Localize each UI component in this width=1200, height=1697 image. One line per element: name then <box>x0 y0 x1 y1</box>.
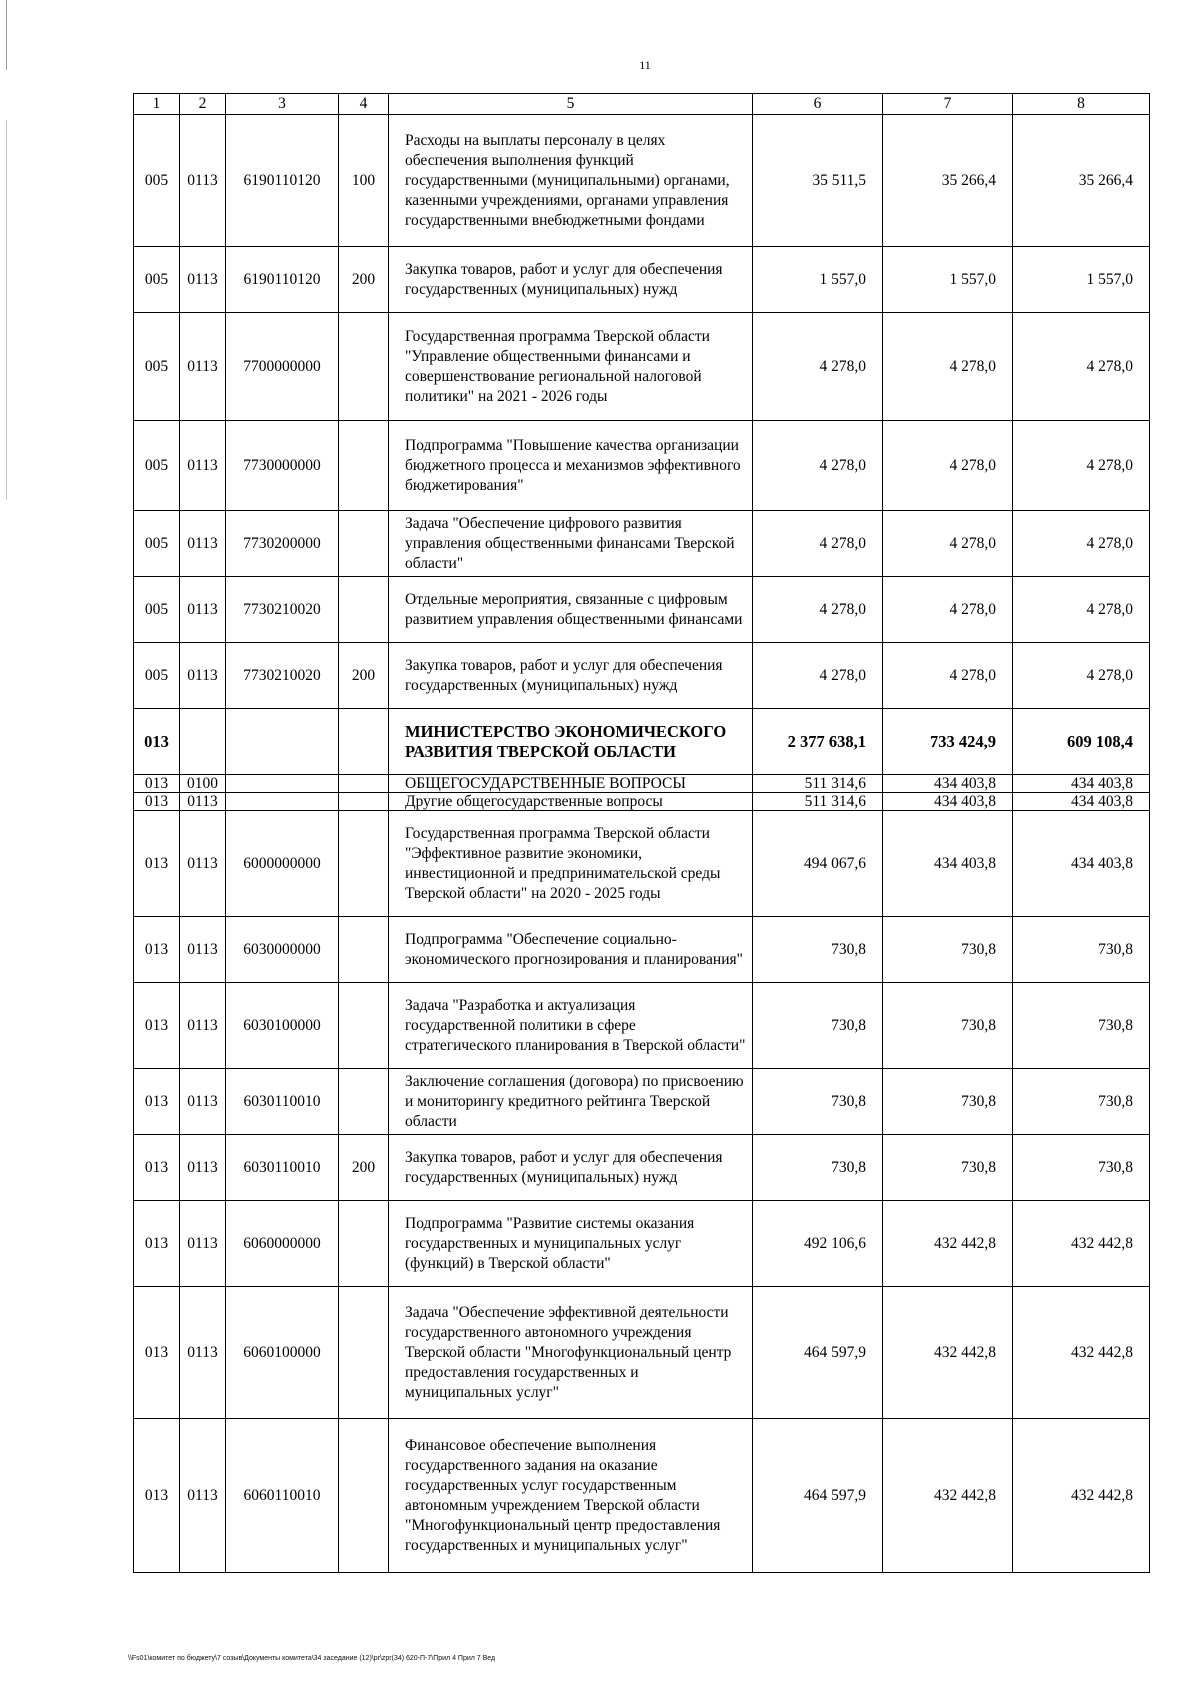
cell-section-code: 0113 <box>180 1287 226 1419</box>
cell-section-code: 0113 <box>180 313 226 421</box>
cell-section-code: 0113 <box>180 643 226 709</box>
cell-expense-type <box>339 709 389 775</box>
cell-target-code: 6030110010 <box>226 1069 339 1135</box>
page-number: 11 <box>639 58 651 72</box>
cell-amount-6: 4 278,0 <box>753 421 883 511</box>
cell-ministry-code: 005 <box>134 643 180 709</box>
scan-artifact <box>6 0 7 70</box>
cell-ministry-code: 013 <box>134 1419 180 1573</box>
cell-ministry-code: 013 <box>134 793 180 811</box>
cell-ministry-code: 005 <box>134 313 180 421</box>
header-col-2: 2 <box>180 94 226 115</box>
cell-amount-6: 511 314,6 <box>753 775 883 793</box>
cell-amount-6: 730,8 <box>753 1069 883 1135</box>
cell-section-code: 0113 <box>180 577 226 643</box>
cell-target-code: 6060100000 <box>226 1287 339 1419</box>
cell-amount-7: 730,8 <box>883 917 1013 983</box>
cell-expense-type <box>339 775 389 793</box>
header-col-3: 3 <box>226 94 339 115</box>
cell-amount-8: 4 278,0 <box>1013 421 1150 511</box>
table-row <box>134 1287 1150 1419</box>
cell-amount-8: 432 442,8 <box>1013 1419 1150 1573</box>
cell-description: Другие общегосударственные вопросы <box>389 793 753 811</box>
cell-amount-7: 434 403,8 <box>883 775 1013 793</box>
cell-ministry-code: 005 <box>134 421 180 511</box>
cell-amount-7: 4 278,0 <box>883 577 1013 643</box>
cell-ministry-code: 013 <box>134 917 180 983</box>
cell-target-code: 6030100000 <box>226 983 339 1069</box>
cell-amount-8: 4 278,0 <box>1013 511 1150 577</box>
header-col-7: 7 <box>883 94 1013 115</box>
cell-amount-7: 4 278,0 <box>883 421 1013 511</box>
cell-amount-8: 730,8 <box>1013 1069 1150 1135</box>
cell-expense-type <box>339 421 389 511</box>
cell-description: Подпрограмма "Повышение качества организации бюджетного процесса и механизмов эффективного бюджетирования" <box>389 421 753 511</box>
cell-amount-7: 4 278,0 <box>883 643 1013 709</box>
cell-section-code <box>180 709 226 775</box>
cell-target-code: 7730210020 <box>226 577 339 643</box>
cell-amount-8: 434 403,8 <box>1013 775 1150 793</box>
cell-description: Задача "Обеспечение цифрового развития управления общественными финансами Тверской области" <box>389 511 753 577</box>
cell-target-code <box>226 709 339 775</box>
cell-section-code: 0113 <box>180 421 226 511</box>
cell-expense-type <box>339 983 389 1069</box>
cell-description: Заключение соглашения (договора) по присвоению и мониторингу кредитного рейтинга Тверской области <box>389 1069 753 1135</box>
cell-amount-6: 2 377 638,1 <box>753 709 883 775</box>
cell-expense-type: 200 <box>339 247 389 313</box>
cell-ministry-code: 005 <box>134 247 180 313</box>
cell-amount-7: 432 442,8 <box>883 1287 1013 1419</box>
cell-amount-6: 492 106,6 <box>753 1201 883 1287</box>
cell-description: Подпрограмма "Обеспечение социально-экономического прогнозирования и планирования" <box>389 917 753 983</box>
cell-section-code: 0113 <box>180 115 226 247</box>
cell-expense-type <box>339 313 389 421</box>
cell-amount-6: 1 557,0 <box>753 247 883 313</box>
cell-expense-type: 200 <box>339 643 389 709</box>
cell-target-code: 6000000000 <box>226 811 339 917</box>
cell-amount-8: 730,8 <box>1013 983 1150 1069</box>
cell-expense-type: 200 <box>339 1135 389 1201</box>
cell-description: ОБЩЕГОСУДАРСТВЕННЫЕ ВОПРОСЫ <box>389 775 753 793</box>
cell-amount-8: 35 266,4 <box>1013 115 1150 247</box>
cell-target-code: 6060000000 <box>226 1201 339 1287</box>
cell-amount-7: 434 403,8 <box>883 811 1013 917</box>
cell-ministry-code: 013 <box>134 1069 180 1135</box>
cell-amount-6: 511 314,6 <box>753 793 883 811</box>
cell-target-code <box>226 775 339 793</box>
cell-amount-6: 4 278,0 <box>753 511 883 577</box>
cell-target-code: 7700000000 <box>226 313 339 421</box>
cell-target-code: 6030110010 <box>226 1135 339 1201</box>
cell-amount-8: 4 278,0 <box>1013 577 1150 643</box>
cell-amount-6: 730,8 <box>753 917 883 983</box>
cell-amount-7: 432 442,8 <box>883 1201 1013 1287</box>
cell-target-code: 6190110120 <box>226 115 339 247</box>
cell-target-code: 7730210020 <box>226 643 339 709</box>
cell-section-code: 0113 <box>180 793 226 811</box>
cell-target-code: 6190110120 <box>226 247 339 313</box>
cell-ministry-code: 013 <box>134 775 180 793</box>
cell-expense-type: 100 <box>339 115 389 247</box>
cell-amount-7: 35 266,4 <box>883 115 1013 247</box>
cell-amount-6: 35 511,5 <box>753 115 883 247</box>
footer-file-path: \\Fs01\комитет по бюджету\7 созыв\Документы комитета\34 заседание (12)\pr\zpr(34) 620-П-7\Прил 4 Прил 7 Вед <box>128 1655 496 1662</box>
cell-target-code: 6030000000 <box>226 917 339 983</box>
table-row <box>134 577 1150 643</box>
cell-amount-7: 730,8 <box>883 983 1013 1069</box>
cell-amount-8: 434 403,8 <box>1013 793 1150 811</box>
cell-amount-7: 434 403,8 <box>883 793 1013 811</box>
header-col-8: 8 <box>1013 94 1150 115</box>
cell-description: Отдельные мероприятия, связанные с цифровым развитием управления общественными финансами <box>389 577 753 643</box>
cell-ministry-code: 013 <box>134 811 180 917</box>
cell-expense-type <box>339 793 389 811</box>
cell-description: Закупка товаров, работ и услуг для обеспечения государственных (муниципальных) нужд <box>389 247 753 313</box>
header-col-6: 6 <box>753 94 883 115</box>
table-row <box>134 1135 1150 1201</box>
cell-ministry-code: 013 <box>134 983 180 1069</box>
cell-ministry-code: 013 <box>134 1287 180 1419</box>
cell-section-code: 0100 <box>180 775 226 793</box>
cell-amount-8: 432 442,8 <box>1013 1287 1150 1419</box>
cell-expense-type <box>339 1069 389 1135</box>
cell-ministry-code: 013 <box>134 1201 180 1287</box>
cell-section-code: 0113 <box>180 1069 226 1135</box>
cell-amount-8: 432 442,8 <box>1013 1201 1150 1287</box>
cell-amount-7: 4 278,0 <box>883 511 1013 577</box>
cell-description: Государственная программа Тверской области "Эффективное развитие экономики, инвестиционной и предпринимательской среды Тверской области" на 2020 - 2025 годы <box>389 811 753 917</box>
cell-description: Задача "Обеспечение эффективной деятельности государственного автономного учреждения Тверской области "Многофункциональный центр предоставления государственных и муниципальных услуг" <box>389 1287 753 1419</box>
cell-section-code: 0113 <box>180 983 226 1069</box>
cell-amount-8: 609 108,4 <box>1013 709 1150 775</box>
cell-amount-7: 432 442,8 <box>883 1419 1013 1573</box>
cell-amount-6: 4 278,0 <box>753 313 883 421</box>
table-row <box>134 247 1150 313</box>
cell-amount-6: 730,8 <box>753 1135 883 1201</box>
scan-artifact <box>6 120 7 500</box>
cell-amount-8: 4 278,0 <box>1013 313 1150 421</box>
cell-ministry-code: 013 <box>134 1135 180 1201</box>
table-row <box>134 917 1150 983</box>
cell-amount-7: 4 278,0 <box>883 313 1013 421</box>
cell-description: Закупка товаров, работ и услуг для обеспечения государственных (муниципальных) нужд <box>389 643 753 709</box>
cell-expense-type <box>339 577 389 643</box>
cell-section-code: 0113 <box>180 247 226 313</box>
cell-amount-8: 1 557,0 <box>1013 247 1150 313</box>
cell-description: Задача "Разработка и актуализация государственной политики в сфере стратегического планирования в Тверской области" <box>389 983 753 1069</box>
cell-expense-type <box>339 917 389 983</box>
header-row <box>134 94 1150 115</box>
cell-target-code: 6060110010 <box>226 1419 339 1573</box>
cell-description: Государственная программа Тверской области "Управление общественными финансами и совершенствование региональной налоговой политики" на 2021 - 2026 годы <box>389 313 753 421</box>
cell-section-code: 0113 <box>180 1201 226 1287</box>
header-col-4: 4 <box>339 94 389 115</box>
cell-target-code <box>226 793 339 811</box>
cell-target-code: 7730000000 <box>226 421 339 511</box>
cell-amount-6: 464 597,9 <box>753 1287 883 1419</box>
cell-description: Финансовое обеспечение выполнения государственного задания на оказание государственных услуг государственным автономным учреждением Тверской области "Многофункциональный центр предоставления государственных и муниципальных услуг" <box>389 1419 753 1573</box>
table-row <box>134 421 1150 511</box>
cell-description: Подпрограмма "Развитие системы оказания государственных и муниципальных услуг (функций) в Тверской области" <box>389 1201 753 1287</box>
cell-amount-6: 494 067,6 <box>753 811 883 917</box>
table-row <box>134 793 1150 811</box>
cell-amount-6: 730,8 <box>753 983 883 1069</box>
table-row <box>134 1201 1150 1287</box>
budget-table <box>133 93 1150 1573</box>
cell-ministry-code: 005 <box>134 577 180 643</box>
cell-section-code: 0113 <box>180 811 226 917</box>
cell-description: Закупка товаров, работ и услуг для обеспечения государственных (муниципальных) нужд <box>389 1135 753 1201</box>
cell-ministry-code: 005 <box>134 511 180 577</box>
cell-section-code: 0113 <box>180 511 226 577</box>
table-row-ministry-total <box>134 709 1150 775</box>
cell-section-code: 0113 <box>180 917 226 983</box>
cell-description: Расходы на выплаты персоналу в целях обеспечения выполнения функций государственными (муниципальными) органами, казенными учреждениями, органами управления государственными внебюджетными фондами <box>389 115 753 247</box>
cell-amount-8: 434 403,8 <box>1013 811 1150 917</box>
cell-amount-6: 4 278,0 <box>753 577 883 643</box>
cell-amount-8: 730,8 <box>1013 1135 1150 1201</box>
cell-amount-7: 730,8 <box>883 1135 1013 1201</box>
cell-amount-6: 4 278,0 <box>753 643 883 709</box>
table-row <box>134 811 1150 917</box>
header-col-5: 5 <box>389 94 753 115</box>
table-row <box>134 775 1150 793</box>
cell-section-code: 0113 <box>180 1419 226 1573</box>
cell-expense-type <box>339 1201 389 1287</box>
cell-expense-type <box>339 511 389 577</box>
table-row <box>134 511 1150 577</box>
cell-description: МИНИСТЕРСТВО ЭКОНОМИЧЕСКОГО РАЗВИТИЯ ТВЕРСКОЙ ОБЛАСТИ <box>389 709 753 775</box>
cell-amount-8: 730,8 <box>1013 917 1150 983</box>
table-row <box>134 1069 1150 1135</box>
cell-amount-7: 733 424,9 <box>883 709 1013 775</box>
cell-expense-type <box>339 1419 389 1573</box>
table-row <box>134 1419 1150 1573</box>
table-row <box>134 115 1150 247</box>
table-row <box>134 313 1150 421</box>
cell-expense-type <box>339 1287 389 1419</box>
cell-ministry-code: 005 <box>134 115 180 247</box>
cell-amount-7: 730,8 <box>883 1069 1013 1135</box>
cell-amount-7: 1 557,0 <box>883 247 1013 313</box>
header-col-1: 1 <box>134 94 180 115</box>
cell-expense-type <box>339 811 389 917</box>
table-row <box>134 983 1150 1069</box>
cell-amount-6: 464 597,9 <box>753 1419 883 1573</box>
cell-target-code: 7730200000 <box>226 511 339 577</box>
cell-amount-8: 4 278,0 <box>1013 643 1150 709</box>
cell-section-code: 0113 <box>180 1135 226 1201</box>
table-row <box>134 643 1150 709</box>
cell-ministry-code: 013 <box>134 709 180 775</box>
